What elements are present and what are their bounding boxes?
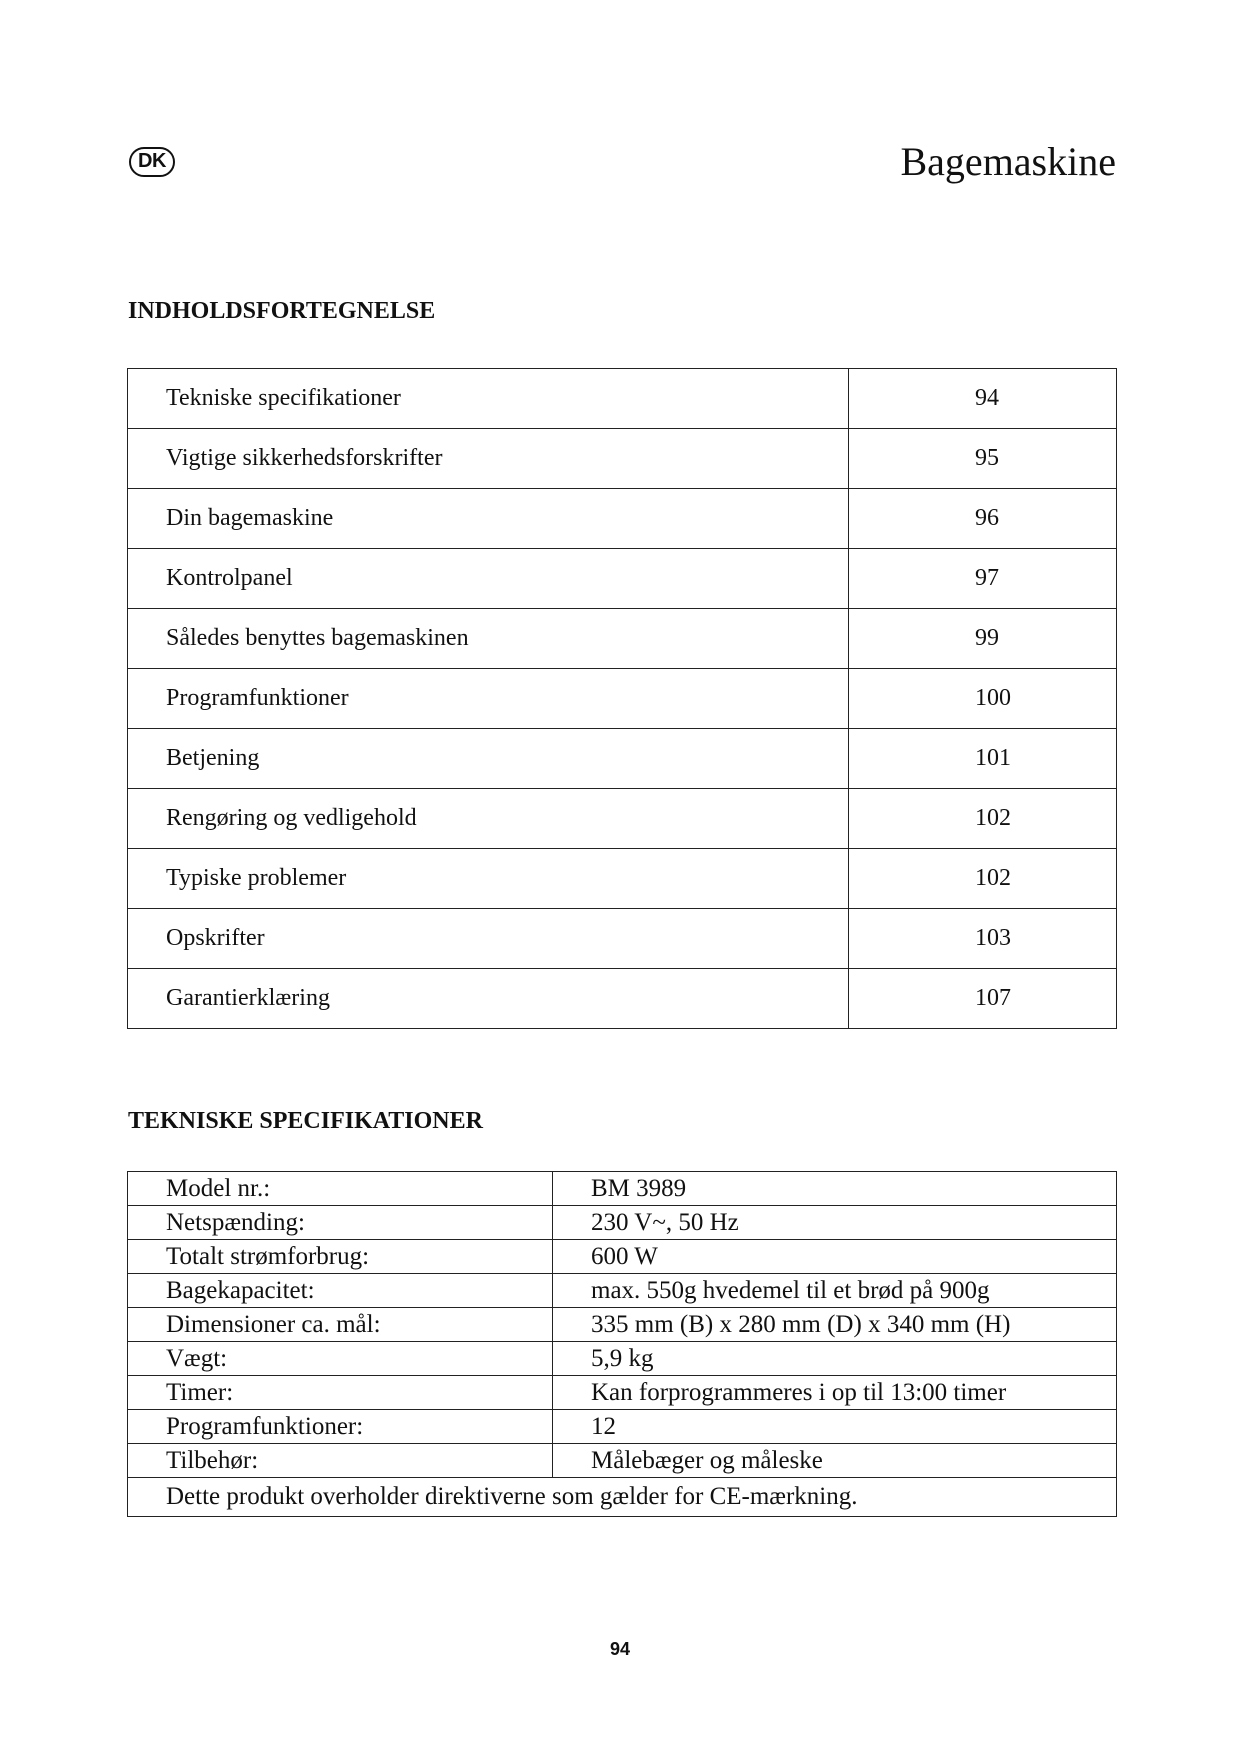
spec-value: Målebæger og måleske: [553, 1444, 1117, 1478]
spec-value: 335 mm (B) x 280 mm (D) x 340 mm (H): [553, 1308, 1117, 1342]
toc-entry-title: Betjening: [128, 729, 849, 789]
spec-value: 5,9 kg: [553, 1342, 1117, 1376]
spec-value: 600 W: [553, 1240, 1117, 1274]
specs-heading: TEKNISKE SPECIFIKATIONER: [128, 1108, 483, 1134]
spec-row: [128, 1308, 1117, 1342]
spec-label: Timer:: [128, 1376, 553, 1410]
toc-entry-page: 96: [849, 489, 1117, 549]
spec-row: [128, 1342, 1117, 1376]
spec-row: [128, 1206, 1117, 1240]
toc-entry-page: 94: [849, 369, 1117, 429]
ce-compliance-note: Dette produkt overholder direktiverne som gælder for CE-mærkning.: [128, 1478, 1117, 1517]
spec-row: [128, 1410, 1117, 1444]
toc-entry-title: Typiske problemer: [128, 849, 849, 909]
toc-row: [128, 789, 1117, 849]
toc-heading: INDHOLDSFORTEGNELSE: [128, 298, 436, 324]
spec-row: [128, 1240, 1117, 1274]
spec-label: Dimensioner ca. mål:: [128, 1308, 553, 1342]
spec-label: Model nr.:: [128, 1172, 553, 1206]
toc-entry-title: Garantierklæring: [128, 969, 849, 1029]
spec-note-row: [128, 1478, 1117, 1517]
spec-label: Bagekapacitet:: [128, 1274, 553, 1308]
language-badge: DK: [129, 147, 175, 177]
toc-entry-title: Vigtige sikkerhedsforskrifter: [128, 429, 849, 489]
spec-label: Totalt strømforbrug:: [128, 1240, 553, 1274]
spec-value: Kan forprogrammeres i op til 13:00 timer: [553, 1376, 1117, 1410]
spec-label: Tilbehør:: [128, 1444, 553, 1478]
toc-entry-title: Således benyttes bagemaskinen: [128, 609, 849, 669]
spec-value: max. 550g hvedemel til et brød på 900g: [553, 1274, 1117, 1308]
specs-table: [127, 1171, 1117, 1517]
toc-row: [128, 369, 1117, 429]
spec-row: [128, 1376, 1117, 1410]
toc-row: [128, 849, 1117, 909]
toc-entry-page: 102: [849, 789, 1117, 849]
spec-value: BM 3989: [553, 1172, 1117, 1206]
toc-entry-title: Rengøring og vedligehold: [128, 789, 849, 849]
document-title: Bagemaskine: [900, 139, 1116, 184]
toc-row: [128, 489, 1117, 549]
toc-entry-page: 99: [849, 609, 1117, 669]
toc-entry-page: 107: [849, 969, 1117, 1029]
toc-row: [128, 669, 1117, 729]
toc-entry-page: 95: [849, 429, 1117, 489]
page-number: 94: [609, 1639, 631, 1659]
toc-row: [128, 429, 1117, 489]
toc-entry-title: Kontrolpanel: [128, 549, 849, 609]
spec-value: 12: [553, 1410, 1117, 1444]
toc-row: [128, 909, 1117, 969]
spec-label: Vægt:: [128, 1342, 553, 1376]
toc-row: [128, 969, 1117, 1029]
toc-row: [128, 609, 1117, 669]
toc-entry-title: Tekniske specifikationer: [128, 369, 849, 429]
spec-value: 230 V~, 50 Hz: [553, 1206, 1117, 1240]
spec-label: Programfunktioner:: [128, 1410, 553, 1444]
toc-entry-page: 97: [849, 549, 1117, 609]
toc-row: [128, 729, 1117, 789]
toc-entry-title: Programfunktioner: [128, 669, 849, 729]
spec-label: Netspænding:: [128, 1206, 553, 1240]
toc-row: [128, 549, 1117, 609]
spec-row: [128, 1172, 1117, 1206]
toc-entry-page: 101: [849, 729, 1117, 789]
toc-table: [127, 368, 1117, 1029]
toc-entry-page: 103: [849, 909, 1117, 969]
toc-entry-page: 100: [849, 669, 1117, 729]
toc-entry-page: 102: [849, 849, 1117, 909]
toc-entry-title: Opskrifter: [128, 909, 849, 969]
spec-row: [128, 1274, 1117, 1308]
toc-entry-title: Din bagemaskine: [128, 489, 849, 549]
spec-row: [128, 1444, 1117, 1478]
